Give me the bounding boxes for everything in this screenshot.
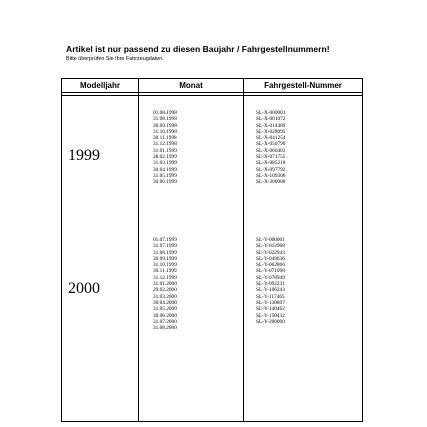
page-subheading: Bitte überprüfen Sie Ihre Fahrzeugdaten. bbox=[66, 56, 164, 62]
chassis-cell: SL-Y-106243 bbox=[256, 287, 285, 294]
chassis-cell: SL-Y-150432 bbox=[256, 312, 285, 319]
column-header-year: Modelljahr bbox=[79, 81, 120, 90]
chassis-cell: SL-Y-092231 bbox=[256, 281, 285, 288]
date-cell: 30.11.1998 bbox=[153, 135, 177, 142]
chassis-cell: SL-X-085218 bbox=[256, 160, 286, 167]
chassis-cell: SL-Y-049636 bbox=[256, 255, 285, 262]
chassis-cell: SL-X-001072 bbox=[256, 116, 286, 123]
chassis-cell: SL-Y-140462 bbox=[256, 306, 285, 313]
column-header-month: Monat bbox=[179, 81, 203, 90]
date-cell: 31.03.2000 bbox=[153, 293, 177, 300]
date-cell: 31.01.2000 bbox=[153, 281, 177, 288]
date-cell: 31.10.1998 bbox=[153, 128, 177, 135]
chassis-cell: SL-Y-200000 bbox=[256, 318, 285, 325]
date-cell: 31.03.1999 bbox=[153, 160, 177, 167]
date-cell: 28.02.1999 bbox=[153, 154, 177, 161]
chassis-cell: SL-X-097792 bbox=[256, 166, 286, 173]
date-cell: 31.05.1999 bbox=[153, 172, 177, 179]
table-header-divider bbox=[62, 95, 362, 96]
column-header-chassis: Fahrgestell-Nummer bbox=[264, 81, 342, 90]
date-cell: 01.08.1998 bbox=[153, 110, 177, 116]
chassis-cell: SL-Y-117465 bbox=[256, 293, 285, 300]
date-cell: 31.01.1999 bbox=[153, 147, 177, 154]
model-year-2000: 2000 bbox=[68, 280, 100, 297]
date-cell: 31.08.2000 bbox=[153, 325, 177, 332]
chassis-list-2000 bbox=[256, 237, 285, 325]
chassis-list-1999 bbox=[256, 110, 285, 186]
date-cell: 31.07.1999 bbox=[153, 243, 177, 250]
date-cell: 31.10.1999 bbox=[153, 262, 177, 269]
month-list-1999 bbox=[153, 110, 177, 186]
date-cell: 30.04.1999 bbox=[153, 166, 177, 173]
chassis-cell: SL-X-000001 bbox=[256, 110, 286, 116]
date-cell: 01.07.1999 bbox=[153, 237, 177, 243]
vin-table bbox=[61, 78, 363, 422]
date-cell: 31.07.2000 bbox=[153, 318, 177, 325]
chassis-cell: SL-X-041254 bbox=[256, 135, 286, 142]
chassis-cell: SL-Y-000001 bbox=[256, 237, 285, 243]
chassis-cell: SL-Y-078949 bbox=[256, 274, 285, 281]
model-year-1999: 1999 bbox=[68, 147, 100, 164]
chassis-cell: SL-X-200000 bbox=[256, 179, 286, 186]
date-cell: 30.09.1998 bbox=[153, 122, 177, 129]
month-list-2000 bbox=[153, 237, 177, 331]
chassis-cell: SL-Y-071098 bbox=[256, 268, 285, 275]
chassis-cell: SL-X-028095 bbox=[256, 128, 286, 135]
chassis-cell: SL-X-050790 bbox=[256, 141, 286, 148]
date-cell: 30.04.2000 bbox=[153, 299, 177, 306]
chassis-cell: SL-Y-062866 bbox=[256, 262, 285, 269]
date-cell: 31.08.1998 bbox=[153, 116, 177, 123]
chassis-cell: SL-X-109306 bbox=[256, 172, 286, 179]
date-cell: 31.12.1998 bbox=[153, 141, 177, 148]
date-cell: 30.06.2000 bbox=[153, 312, 177, 319]
date-cell: 30.06.1999 bbox=[153, 179, 177, 186]
date-cell: 30.09.1999 bbox=[153, 255, 177, 262]
chassis-cell: SL-Y-012968 bbox=[256, 243, 285, 250]
chassis-cell: SL-X-060483 bbox=[256, 147, 286, 154]
column-divider-year bbox=[138, 79, 139, 421]
date-cell: 29.02.2000 bbox=[153, 287, 177, 294]
chassis-cell: SL-X-071755 bbox=[256, 154, 286, 161]
chassis-cell: SL-Y-022943 bbox=[256, 249, 285, 256]
page-heading: Artikel ist nur passend zu diesen Baujahr / Fahrgestellnummern! bbox=[66, 44, 330, 54]
date-cell: 31.05.2000 bbox=[153, 306, 177, 313]
column-divider-month bbox=[243, 79, 244, 421]
date-cell: 31.08.1999 bbox=[153, 249, 177, 256]
chassis-cell: SL-Y-130807 bbox=[256, 299, 285, 306]
chassis-cell: SL-X-014489 bbox=[256, 122, 286, 129]
date-cell: 31.12.1999 bbox=[153, 274, 177, 281]
date-cell: 30.11.1999 bbox=[153, 268, 177, 275]
